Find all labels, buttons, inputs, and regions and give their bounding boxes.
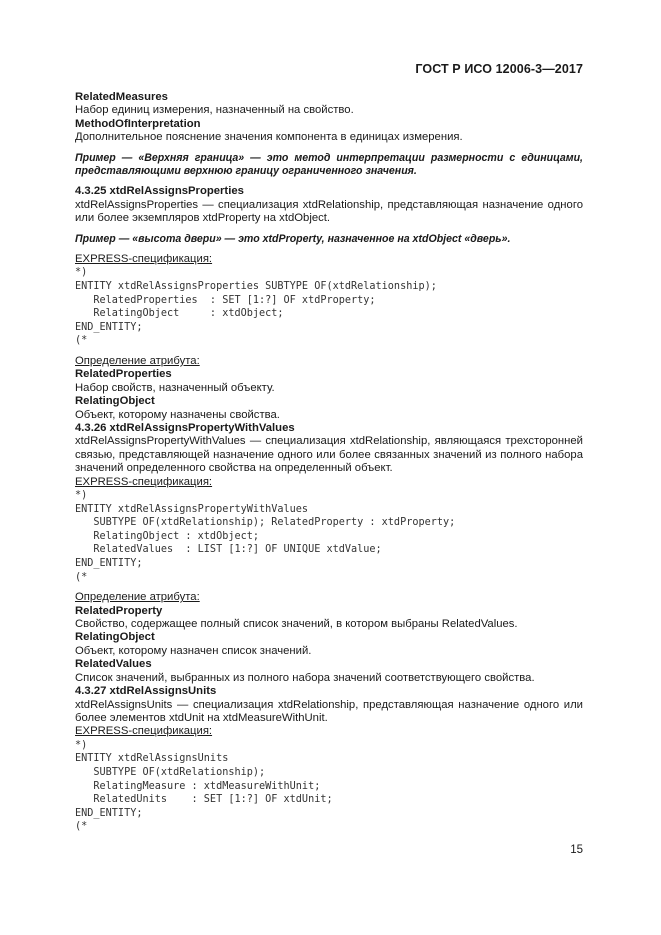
attr-related-property-title: RelatedProperty xyxy=(75,604,163,617)
page-content xyxy=(75,91,583,834)
express-code-2: *) ENTITY xtdRelAssignsPropertyWithValues SUBTYPE OF(xtdRelationship); RelatedProperty : xtdProperty; RelatingObject : xtdObject; RelatedValues : LIST [1:?] OF UNIQUE xtdValue; END_ENTITY; (* xyxy=(75,490,456,583)
section-4-3-25-title: 4.3.25 xtdRelAssignsProperties xyxy=(75,185,244,198)
express-code-3: *) ENTITY xtdRelAssignsUnits SUBTYPE OF(xtdRelationship); RelatingMeasure : xtdMeasureWithUnit; RelatedUnits : SET [1:?] OF xtdUnit; END_ENTITY; (* xyxy=(75,739,333,833)
page-number: 15 xyxy=(570,844,583,856)
method-title: MethodOfInterpretation xyxy=(75,117,201,130)
method-text: Дополнительное пояснение значения компонента в единицах измерения. xyxy=(75,131,463,144)
attr-relating-object-title: RelatingObject xyxy=(75,395,155,408)
express-label-1: EXPRESS-спецификация: xyxy=(75,253,213,266)
section-4-3-27-title: 4.3.27 xtdRelAssignsUnits xyxy=(75,685,217,698)
attr-label-2: Определение атрибута: xyxy=(75,591,200,604)
attr-related-values-text: Список значений, выбранных из полного набора значений соответствующего свойства. xyxy=(75,671,535,684)
section-4-3-26-title: 4.3.26 xtdRelAssignsPropertyWithValues xyxy=(75,422,295,435)
attr-related-property-text: Свойство, содержащее полный список значений, в котором выбраны RelatedValues. xyxy=(75,618,518,631)
attr-related-properties-text: Набор свойств, назначенный объекту. xyxy=(75,381,275,394)
attr-relating-object-2-text: Объект, которому назначен список значений. xyxy=(75,644,312,657)
section-4-3-25-text: xtdRelAssignsProperties — специализация xtdRelationship, представляющая назначение одного или более экземпляров xtdProperty на xtdObject. xyxy=(75,198,583,225)
express-label-3: EXPRESS-спецификация: xyxy=(75,725,213,738)
section-4-3-25-example: Пример — «высота двери» — это xtdProperty, назначенное на xtdObject «дверь». xyxy=(75,232,511,245)
attr-label-1: Определение атрибута: xyxy=(75,355,200,368)
express-label-2: EXPRESS-спецификация: xyxy=(75,475,213,488)
standard-header: ГОСТ Р ИСО 12006-3—2017 xyxy=(415,62,583,76)
attr-related-values-title: RelatedValues xyxy=(75,658,152,671)
express-code-1: *) ENTITY xtdRelAssignsProperties SUBTYPE OF(xtdRelationship); RelatedProperties : SET [1:?] OF xtdProperty; RelatingObject : xtdObject; END_ENTITY; (* xyxy=(75,267,437,347)
section-4-3-27-text: xtdRelAssignsUnits — специализация xtdRelationship, представляющая назначение одного или более элементов xtdUnit на xtdMeasureWithUnit. xyxy=(75,698,583,724)
section-4-3-26-text: xtdRelAssignsPropertyWithValues — специализация xtdRelationship, являющаяся трехсторонней связью, представляющей назначение одного или более связанных значений из полного набора значений определенного свойства на определенный объект. xyxy=(75,435,583,475)
related-measures-title: RelatedMeasures xyxy=(75,91,168,103)
attr-relating-object-text: Объект, которому назначены свойства. xyxy=(75,408,280,421)
attr-relating-object-2-title: RelatingObject xyxy=(75,631,155,644)
intro-example: Пример — «Верхняя граница» — это метод интерпретации размерности с единицами, представляющими верхнюю границу ограниченного значения. xyxy=(75,151,583,178)
related-measures-text: Набор единиц измерения, назначенный на свойство. xyxy=(75,104,354,117)
attr-related-properties-title: RelatedProperties xyxy=(75,368,172,381)
